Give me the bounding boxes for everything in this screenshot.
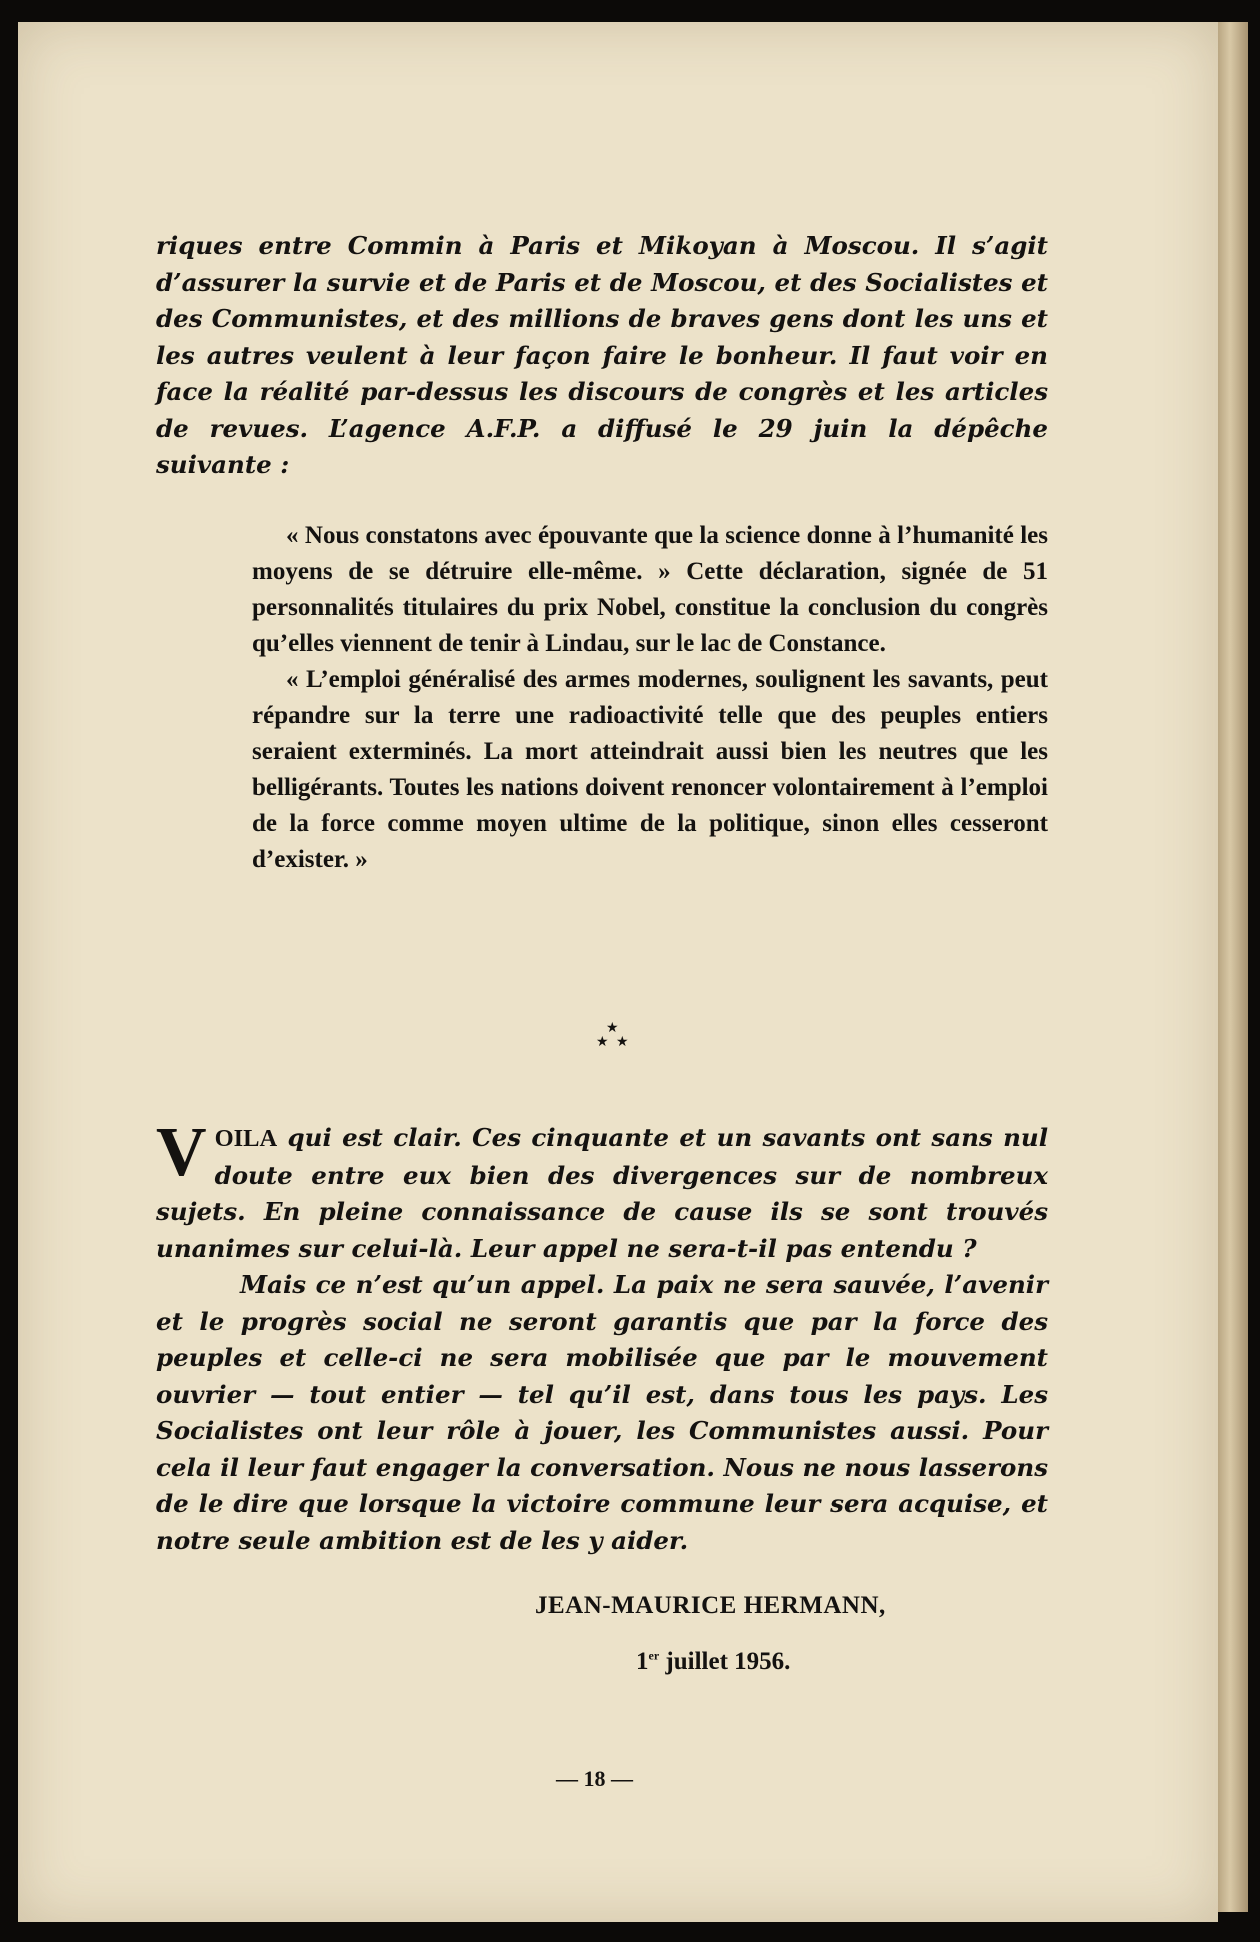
date-rest: juillet 1956.: [659, 1648, 791, 1675]
closing-paragraph-2: Mais ce n’est qu’un appel. La paix ne sera sauvée, l’avenir et le progrès social ne seront garantis que par la force des peuples et celle-ci ne sera mobilisée que par le mouvement ouvrier — tout entier — tel qu’il est, dans tous les pays. Les Socialistes ont leur rôle à jouer, les Communistes aussi. Pour cela il leur faut engager la conversation. Nous ne nous lasserons de le dire que lorsque la victoire commune leur sera acquise, et notre seule ambition est de les y aider.: [156, 1270, 1048, 1555]
page-edge: [1218, 22, 1248, 1912]
author-signature: JEAN-MAURICE HERMANN,: [535, 1592, 886, 1619]
quote-paragraph-2: « L’emploi généralisé des armes modernes, soulignent les savants, peut répandre sur la terre une radioactivité telle que des peuples entiers seraient exterminés. La mort atteindrait aussi bien les neutres que les belligérants. Toutes les nations doivent renoncer volontairement à l’emploi de la force comme moyen ultime de la politique, sinon elles cesseront d’exister. »: [252, 666, 1048, 873]
intro-paragraph: [156, 228, 1048, 484]
page-number: — 18 —: [556, 1766, 633, 1791]
signature-date: [636, 1648, 790, 1676]
closing-section: [156, 1114, 1048, 1559]
closing-lead: OILA: [214, 1125, 278, 1152]
drop-cap: V: [156, 1114, 207, 1191]
date-day: 1: [636, 1648, 649, 1675]
intro-text: riques entre Commin à Paris et Mikoyan à Moscou. Il s’agit d’assurer la survie et de Paris et de Moscou, et des Socialistes et des Communistes, et des millions de braves gens dont les uns et les autres veulent à leur façon faire le bonheur. Il faut voir en face la réalité par-dessus les discours de congrès et les articles de revues. L’agence A.F.P. a diffusé le 29 juin la dépêche suivante :: [156, 231, 1048, 479]
star-glyph: ★: [596, 1034, 609, 1050]
quote-block: [252, 518, 1048, 878]
section-separator: [592, 1020, 642, 1060]
closing-paragraph-1: [156, 1114, 1048, 1267]
star-glyph: ★: [606, 1020, 619, 1036]
star-glyph: ★: [616, 1034, 629, 1050]
date-ordinal: er: [648, 1648, 660, 1663]
quote-paragraph-1: « Nous constatons avec épouvante que la science donne à l’humanité les moyens de se détruire elle-même. » Cette déclaration, signée de 51 personnalités titulaires du prix Nobel, constitue la conclusion du congrès qu’elles viennent de tenir à Lindau, sur le lac de Constance.: [252, 522, 1048, 657]
closing-paragraph-1-text: qui est clair. Ces cinquante et un savants ont sans nul doute entre eux bien des divergences sur de nombreux sujets. En pleine connaissance de cause ils se sont trouvés unanimes sur celui-là. Leur appel ne sera-t-il pas entendu ?: [156, 1123, 1048, 1263]
